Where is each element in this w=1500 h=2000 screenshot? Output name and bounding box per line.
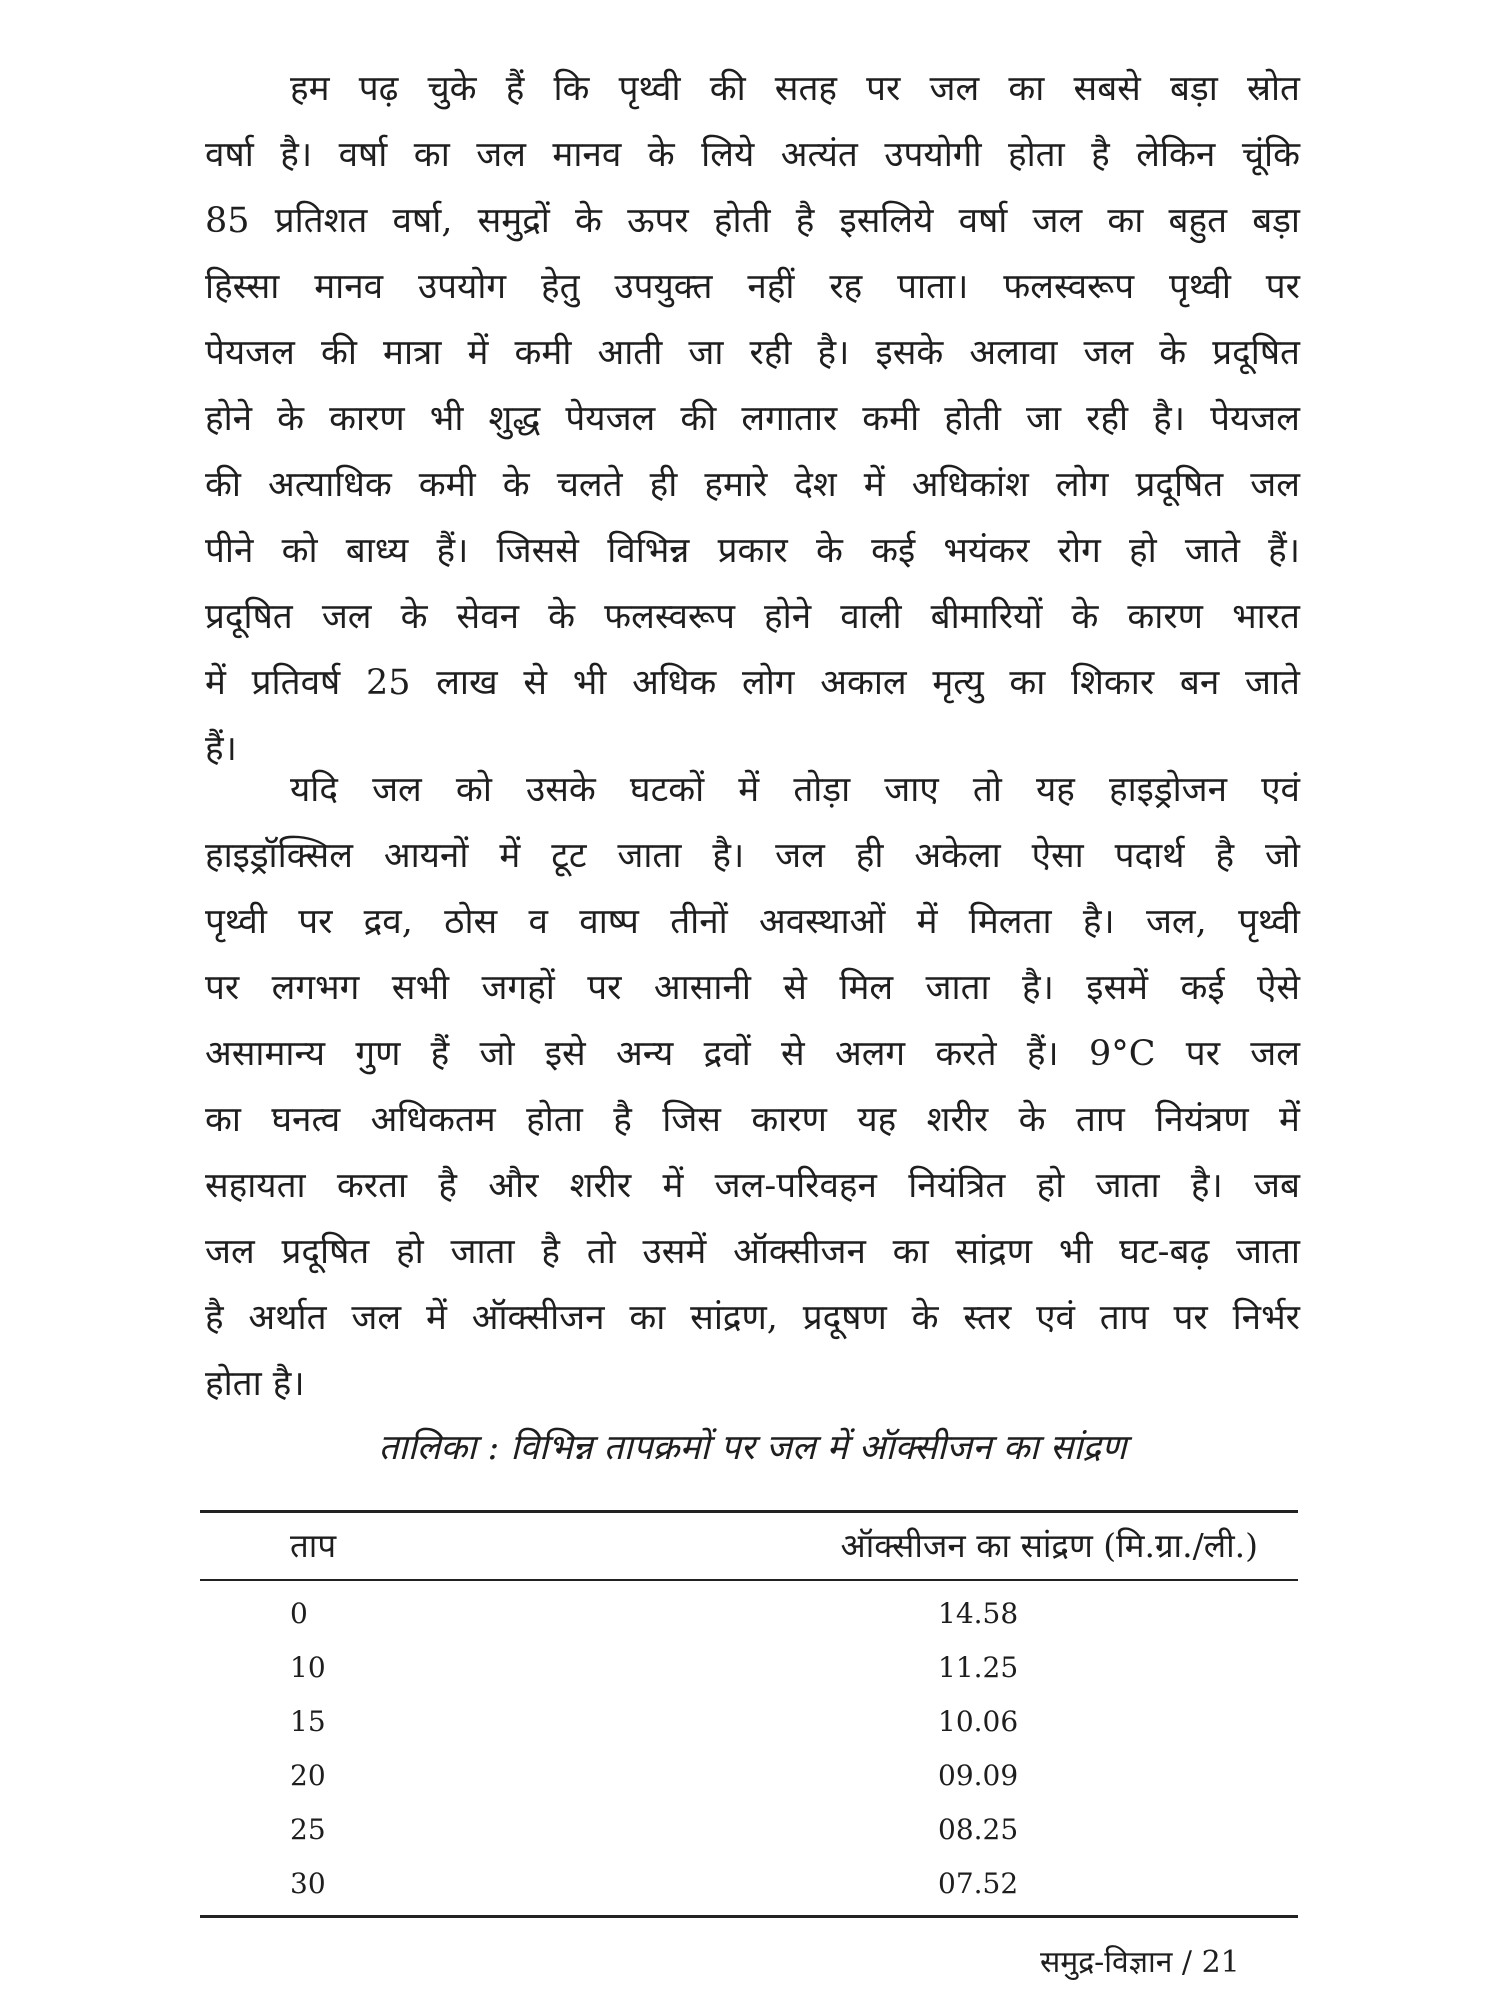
cell-temperature: 10 (290, 1651, 326, 1684)
table-row (200, 1641, 1298, 1695)
cell-temperature: 30 (290, 1867, 326, 1900)
text-line: असामान्य गुण हैं जो इसे अन्य द्रवों से अलग करते हैं। 9°C पर जल (205, 1034, 1300, 1074)
cell-temperature: 20 (290, 1759, 326, 1792)
text-line: हिस्सा मानव उपयोग हेतु उपयुक्त नहीं रह पाता। फलस्वरूप पृथ्वी पर (205, 267, 1300, 307)
text-line: है अर्थात जल में ऑक्सीजन का सांद्रण, प्रदूषण के स्तर एवं ताप पर निर्भर (205, 1298, 1300, 1338)
table-row (200, 1695, 1298, 1749)
cell-oxygen: 11.25 (938, 1651, 1019, 1684)
table-bottom-rule (200, 1915, 1298, 1918)
oxygen-table (200, 1510, 1298, 1918)
cell-temperature: 15 (290, 1705, 326, 1738)
table-row (200, 1803, 1298, 1857)
text-line: जल प्रदूषित हो जाता है तो उसमें ऑक्सीजन का सांद्रण भी घट-बढ़ जाता (205, 1232, 1300, 1272)
paragraph-water-properties (205, 757, 1300, 1417)
table-row (200, 1587, 1298, 1641)
page-footer: समुद्र-विज्ञान / 21 (1040, 1945, 1240, 1980)
text-line: वर्षा है। वर्षा का जल मानव के लिये अत्यंत उपयोगी होता है लेकिन चूंकि (205, 135, 1300, 175)
table-body (200, 1581, 1298, 1915)
table-row (200, 1749, 1298, 1803)
cell-oxygen: 09.09 (938, 1759, 1019, 1792)
cell-oxygen: 07.52 (938, 1867, 1019, 1900)
cell-temperature: 0 (290, 1597, 308, 1630)
cell-oxygen: 14.58 (938, 1597, 1019, 1630)
text-line: होने के कारण भी शुद्ध पेयजल की लगातार कमी होती जा रही है। पेयजल (205, 399, 1300, 439)
text-line: प्रदूषित जल के सेवन के फलस्वरूप होने वाली बीमारियों के कारण भारत (205, 597, 1300, 637)
text-line: हम पढ़ चुके हैं कि पृथ्वी की सतह पर जल का सबसे बड़ा स्रोत (290, 69, 1300, 109)
text-line: यदि जल को उसके घटकों में तोड़ा जाए तो यह हाइड्रोजन एवं (290, 770, 1300, 810)
text-line: में प्रतिवर्ष 25 लाख से भी अधिक लोग अकाल मृत्यु का शिकार बन जाते (205, 663, 1300, 703)
text-line: हैं। (205, 729, 237, 769)
table-header (200, 1513, 1298, 1579)
cell-oxygen: 08.25 (938, 1813, 1019, 1846)
table-caption: तालिका : विभिन्न तापक्रमों पर जल में ऑक्सीजन का सांद्रण (378, 1428, 1127, 1468)
table-row (200, 1857, 1298, 1911)
text-line: पेयजल की मात्रा में कमी आती जा रही है। इसके अलावा जल के प्रदूषित (205, 333, 1300, 373)
text-line: हाइड्रॉक्सिल आयनों में टूट जाता है। जल ही अकेला ऐसा पदार्थ है जो (205, 836, 1300, 876)
text-line: सहायता करता है और शरीर में जल-परिवहन नियंत्रित हो जाता है। जब (205, 1166, 1300, 1206)
text-line: की अत्याधिक कमी के चलते ही हमारे देश में अधिकांश लोग प्रदूषित जल (205, 465, 1300, 505)
text-line: पृथ्वी पर द्रव, ठोस व वाष्प तीनों अवस्थाओं में मिलता है। जल, पृथ्वी (205, 902, 1300, 942)
header-oxygen-concentration: ऑक्सीजन का सांद्रण (मि.ग्रा./ली.) (840, 1526, 1258, 1565)
text-line: 85 प्रतिशत वर्षा, समुद्रों के ऊपर होती है इसलिये वर्षा जल का बहुत बड़ा (205, 201, 1300, 241)
text-line: पीने को बाध्य हैं। जिससे विभिन्न प्रकार के कई भयंकर रोग हो जाते हैं। (205, 531, 1300, 571)
cell-temperature: 25 (290, 1813, 326, 1846)
text-line: का घनत्व अधिकतम होता है जिस कारण यह शरीर के ताप नियंत्रण में (205, 1100, 1300, 1140)
cell-oxygen: 10.06 (938, 1705, 1019, 1738)
text-line: होता है। (205, 1364, 305, 1404)
header-temperature: ताप (290, 1526, 337, 1565)
paragraph-rainwater (205, 56, 1300, 782)
text-line: पर लगभग सभी जगहों पर आसानी से मिल जाता है। इसमें कई ऐसे (205, 968, 1300, 1008)
